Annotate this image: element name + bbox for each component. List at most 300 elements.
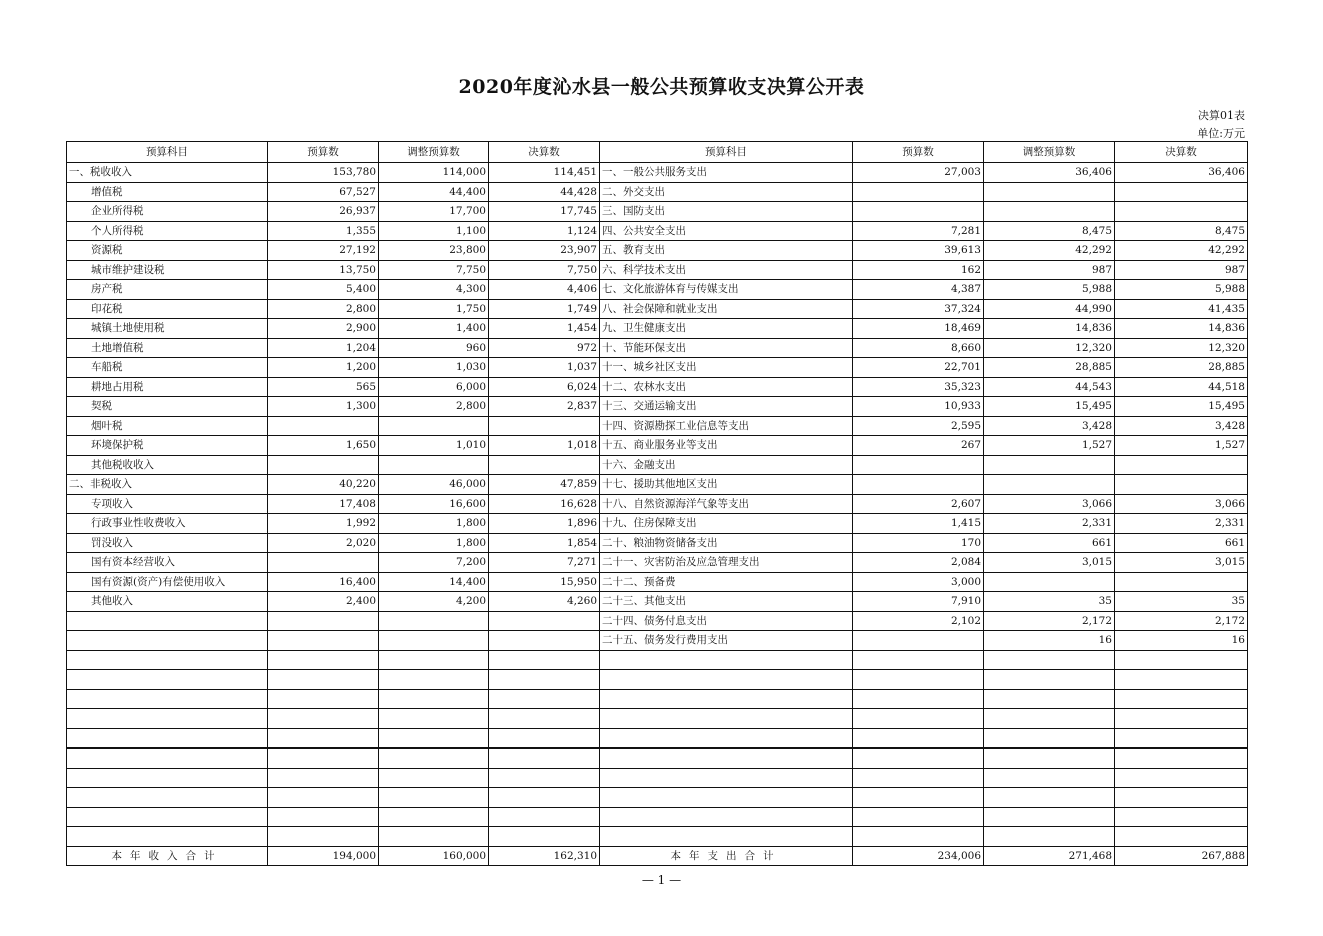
expense-budget-cell: [853, 827, 984, 847]
revenue-adjusted-cell: [379, 611, 489, 631]
expense-adjusted-cell: [984, 670, 1115, 690]
table-row: [67, 728, 1248, 748]
revenue-adjusted-cell: 4,300: [379, 280, 489, 300]
expense-final-cell: 14,836: [1115, 319, 1248, 339]
expense-adjusted-cell: [984, 650, 1115, 670]
table-row: [67, 533, 1248, 553]
expense-budget-cell: 4,387: [853, 280, 984, 300]
expense-item-cell: [600, 670, 853, 690]
expense-item-cell: 二十、粮油物资储备支出: [600, 533, 853, 553]
revenue-budget-cell: [268, 416, 379, 436]
expense-item-cell: 十七、援助其他地区支出: [600, 475, 853, 495]
expense-total-label: 本年支出合计: [600, 846, 853, 866]
expense-budget-cell: 3,000: [853, 572, 984, 592]
revenue-adjusted-cell: 1,800: [379, 514, 489, 534]
expense-adjusted-cell: 44,990: [984, 299, 1115, 319]
revenue-budget-cell: 16,400: [268, 572, 379, 592]
page-title: 2020年度沁水县一般公共预算收支决算公开表: [458, 76, 865, 98]
revenue-item-cell: [67, 827, 268, 847]
unit-label: 单位:万元: [1197, 127, 1245, 140]
revenue-final-cell: [489, 455, 600, 475]
revenue-final-cell: 1,854: [489, 533, 600, 553]
revenue-item-cell: [67, 788, 268, 808]
expense-budget-cell: [853, 182, 984, 202]
table-row: [67, 631, 1248, 651]
revenue-total-final: 162,310: [489, 846, 600, 866]
revenue-item-cell: 印花税: [67, 299, 268, 319]
table-row: [67, 748, 1248, 768]
revenue-adjusted-cell: 1,030: [379, 358, 489, 378]
expense-adjusted-cell: [984, 728, 1115, 748]
revenue-final-cell: [489, 611, 600, 631]
table-row: [67, 592, 1248, 612]
expense-budget-cell: 2,595: [853, 416, 984, 436]
revenue-budget-cell: 5,400: [268, 280, 379, 300]
expense-budget-cell: [853, 728, 984, 748]
expense-budget-cell: 39,613: [853, 241, 984, 261]
revenue-item-cell: 一、税收收入: [67, 163, 268, 183]
expense-final-cell: 2,172: [1115, 611, 1248, 631]
revenue-final-cell: [489, 631, 600, 651]
revenue-adjusted-cell: 23,800: [379, 241, 489, 261]
revenue-final-cell: 1,749: [489, 299, 600, 319]
revenue-item-cell: [67, 670, 268, 690]
expense-item-cell: 二十一、灾害防治及应急管理支出: [600, 553, 853, 573]
revenue-final-cell: 15,950: [489, 572, 600, 592]
revenue-item-cell: [67, 807, 268, 827]
expense-budget-cell: [853, 788, 984, 808]
revenue-final-cell: 1,454: [489, 319, 600, 339]
revenue-adjusted-cell: 17,700: [379, 202, 489, 222]
col-header-expense-final: 决算数: [1115, 142, 1248, 163]
revenue-adjusted-cell: 114,000: [379, 163, 489, 183]
expense-final-cell: 35: [1115, 592, 1248, 612]
expense-adjusted-cell: 3,066: [984, 494, 1115, 514]
table-row: [67, 377, 1248, 397]
table-row: [67, 514, 1248, 534]
revenue-item-cell: [67, 631, 268, 651]
expense-adjusted-cell: [984, 455, 1115, 475]
expense-final-cell: [1115, 768, 1248, 788]
revenue-adjusted-cell: [379, 650, 489, 670]
expense-final-cell: [1115, 788, 1248, 808]
revenue-item-cell: 城镇土地使用税: [67, 319, 268, 339]
table-row: [67, 416, 1248, 436]
expense-adjusted-cell: 661: [984, 533, 1115, 553]
revenue-final-cell: [489, 709, 600, 729]
expense-adjusted-cell: [984, 768, 1115, 788]
expense-final-cell: 3,015: [1115, 553, 1248, 573]
revenue-budget-cell: 2,900: [268, 319, 379, 339]
revenue-adjusted-cell: 1,750: [379, 299, 489, 319]
expense-budget-cell: 10,933: [853, 397, 984, 417]
revenue-budget-cell: 1,204: [268, 338, 379, 358]
revenue-item-cell: 行政事业性收费收入: [67, 514, 268, 534]
expense-final-cell: 2,331: [1115, 514, 1248, 534]
revenue-budget-cell: 17,408: [268, 494, 379, 514]
expense-final-cell: [1115, 728, 1248, 748]
expense-final-cell: 661: [1115, 533, 1248, 553]
table-row: [67, 455, 1248, 475]
revenue-budget-cell: [268, 748, 379, 768]
expense-adjusted-cell: 36,406: [984, 163, 1115, 183]
revenue-item-cell: 罚没收入: [67, 533, 268, 553]
revenue-adjusted-cell: 1,100: [379, 221, 489, 241]
expense-budget-cell: 35,323: [853, 377, 984, 397]
revenue-item-cell: 其他收入: [67, 592, 268, 612]
expense-budget-cell: 8,660: [853, 338, 984, 358]
revenue-budget-cell: [268, 709, 379, 729]
expense-item-cell: 二十四、债务付息支出: [600, 611, 853, 631]
revenue-adjusted-cell: [379, 807, 489, 827]
expense-total-budget: 234,006: [853, 846, 984, 866]
revenue-budget-cell: [268, 728, 379, 748]
revenue-adjusted-cell: [379, 631, 489, 651]
expense-budget-cell: [853, 689, 984, 709]
expense-item-cell: 七、文化旅游体育与传媒支出: [600, 280, 853, 300]
expense-budget-cell: [853, 807, 984, 827]
form-code: 决算01表: [1198, 109, 1245, 122]
revenue-item-cell: [67, 650, 268, 670]
revenue-adjusted-cell: 7,750: [379, 260, 489, 280]
revenue-adjusted-cell: 16,600: [379, 494, 489, 514]
expense-budget-cell: [853, 768, 984, 788]
expense-adjusted-cell: 35: [984, 592, 1115, 612]
table-body: [67, 163, 1248, 847]
col-header-expense-budget: 预算数: [853, 142, 984, 163]
revenue-final-cell: [489, 728, 600, 748]
revenue-final-cell: 1,037: [489, 358, 600, 378]
revenue-budget-cell: [268, 807, 379, 827]
expense-item-cell: [600, 788, 853, 808]
expense-adjusted-cell: 2,331: [984, 514, 1115, 534]
revenue-item-cell: 专项收入: [67, 494, 268, 514]
expense-adjusted-cell: 14,836: [984, 319, 1115, 339]
revenue-item-cell: 资源税: [67, 241, 268, 261]
table-row: [67, 611, 1248, 631]
table-row: [67, 221, 1248, 241]
expense-final-cell: [1115, 475, 1248, 495]
revenue-adjusted-cell: [379, 768, 489, 788]
revenue-final-cell: 23,907: [489, 241, 600, 261]
revenue-final-cell: 4,406: [489, 280, 600, 300]
revenue-final-cell: [489, 768, 600, 788]
expense-total-final: 267,888: [1115, 846, 1248, 866]
revenue-budget-cell: [268, 650, 379, 670]
revenue-final-cell: [489, 689, 600, 709]
table-row: [67, 709, 1248, 729]
expense-final-cell: 41,435: [1115, 299, 1248, 319]
expense-final-cell: 36,406: [1115, 163, 1248, 183]
revenue-final-cell: 47,859: [489, 475, 600, 495]
expense-final-cell: 5,988: [1115, 280, 1248, 300]
expense-budget-cell: [853, 709, 984, 729]
expense-adjusted-cell: [984, 202, 1115, 222]
revenue-final-cell: 7,750: [489, 260, 600, 280]
expense-final-cell: [1115, 670, 1248, 690]
table-row: [67, 436, 1248, 456]
revenue-adjusted-cell: 1,800: [379, 533, 489, 553]
revenue-total-adjusted: 160,000: [379, 846, 489, 866]
expense-budget-cell: [853, 748, 984, 768]
revenue-budget-cell: [268, 553, 379, 573]
expense-item-cell: 十三、交通运输支出: [600, 397, 853, 417]
revenue-final-cell: 4,260: [489, 592, 600, 612]
expense-adjusted-cell: 5,988: [984, 280, 1115, 300]
totals-row: [67, 846, 1248, 866]
expense-final-cell: 42,292: [1115, 241, 1248, 261]
revenue-final-cell: [489, 650, 600, 670]
revenue-budget-cell: 1,355: [268, 221, 379, 241]
expense-final-cell: 44,518: [1115, 377, 1248, 397]
revenue-budget-cell: [268, 631, 379, 651]
expense-budget-cell: 2,102: [853, 611, 984, 631]
revenue-final-cell: 1,124: [489, 221, 600, 241]
table-row: [67, 827, 1248, 847]
revenue-item-cell: [67, 768, 268, 788]
revenue-budget-cell: 67,527: [268, 182, 379, 202]
revenue-budget-cell: [268, 670, 379, 690]
revenue-item-cell: 个人所得税: [67, 221, 268, 241]
table-row: [67, 299, 1248, 319]
expense-final-cell: 1,527: [1115, 436, 1248, 456]
revenue-adjusted-cell: [379, 455, 489, 475]
expense-item-cell: 十一、城乡社区支出: [600, 358, 853, 378]
expense-item-cell: [600, 748, 853, 768]
table-row: [67, 689, 1248, 709]
expense-final-cell: [1115, 182, 1248, 202]
expense-budget-cell: 7,281: [853, 221, 984, 241]
expense-final-cell: [1115, 748, 1248, 768]
expense-adjusted-cell: [984, 807, 1115, 827]
revenue-final-cell: [489, 748, 600, 768]
expense-final-cell: [1115, 650, 1248, 670]
table-row: [67, 553, 1248, 573]
expense-budget-cell: 162: [853, 260, 984, 280]
expense-adjusted-cell: [984, 475, 1115, 495]
revenue-final-cell: [489, 788, 600, 808]
revenue-budget-cell: 1,200: [268, 358, 379, 378]
expense-adjusted-cell: [984, 709, 1115, 729]
revenue-item-cell: 企业所得税: [67, 202, 268, 222]
table-row: [67, 475, 1248, 495]
revenue-adjusted-cell: 46,000: [379, 475, 489, 495]
expense-final-cell: [1115, 572, 1248, 592]
revenue-final-cell: 972: [489, 338, 600, 358]
expense-adjusted-cell: [984, 689, 1115, 709]
expense-item-cell: 六、科学技术支出: [600, 260, 853, 280]
expense-item-cell: 十、节能环保支出: [600, 338, 853, 358]
col-header-revenue-adjusted: 调整预算数: [379, 142, 489, 163]
revenue-final-cell: 44,428: [489, 182, 600, 202]
revenue-budget-cell: 26,937: [268, 202, 379, 222]
expense-budget-cell: [853, 650, 984, 670]
expense-item-cell: 十五、商业服务业等支出: [600, 436, 853, 456]
revenue-budget-cell: 40,220: [268, 475, 379, 495]
expense-budget-cell: 2,607: [853, 494, 984, 514]
expense-final-cell: [1115, 807, 1248, 827]
revenue-final-cell: 1,018: [489, 436, 600, 456]
col-header-revenue-budget: 预算数: [268, 142, 379, 163]
revenue-adjusted-cell: 1,010: [379, 436, 489, 456]
revenue-adjusted-cell: 44,400: [379, 182, 489, 202]
expense-budget-cell: 22,701: [853, 358, 984, 378]
revenue-budget-cell: 1,300: [268, 397, 379, 417]
table-header-row: [67, 142, 1248, 163]
expense-budget-cell: [853, 631, 984, 651]
expense-adjusted-cell: 44,543: [984, 377, 1115, 397]
revenue-adjusted-cell: 2,800: [379, 397, 489, 417]
revenue-budget-cell: 565: [268, 377, 379, 397]
expense-budget-cell: [853, 202, 984, 222]
table-row: [67, 163, 1248, 183]
expense-item-cell: 二十二、预备费: [600, 572, 853, 592]
revenue-budget-cell: 2,020: [268, 533, 379, 553]
expense-item-cell: 五、教育支出: [600, 241, 853, 261]
col-header-expense-item: 预算科目: [600, 142, 853, 163]
table-row: [67, 768, 1248, 788]
expense-final-cell: [1115, 709, 1248, 729]
revenue-final-cell: 114,451: [489, 163, 600, 183]
revenue-budget-cell: 1,992: [268, 514, 379, 534]
expense-final-cell: 987: [1115, 260, 1248, 280]
revenue-item-cell: [67, 709, 268, 729]
expense-adjusted-cell: 15,495: [984, 397, 1115, 417]
revenue-budget-cell: 1,650: [268, 436, 379, 456]
table-row: [67, 202, 1248, 222]
expense-budget-cell: 37,324: [853, 299, 984, 319]
expense-adjusted-cell: [984, 748, 1115, 768]
revenue-budget-cell: 153,780: [268, 163, 379, 183]
revenue-item-cell: 二、非税收入: [67, 475, 268, 495]
revenue-adjusted-cell: [379, 748, 489, 768]
expense-budget-cell: 27,003: [853, 163, 984, 183]
expense-adjusted-cell: 3,428: [984, 416, 1115, 436]
revenue-item-cell: 契税: [67, 397, 268, 417]
col-header-revenue-final: 决算数: [489, 142, 600, 163]
expense-item-cell: 八、社会保障和就业支出: [600, 299, 853, 319]
revenue-item-cell: 耕地占用税: [67, 377, 268, 397]
expense-final-cell: [1115, 827, 1248, 847]
expense-adjusted-cell: [984, 572, 1115, 592]
revenue-item-cell: 烟叶税: [67, 416, 268, 436]
revenue-final-cell: 1,896: [489, 514, 600, 534]
expense-item-cell: [600, 709, 853, 729]
col-header-expense-adjusted: 调整预算数: [984, 142, 1115, 163]
revenue-item-cell: [67, 748, 268, 768]
expense-adjusted-cell: 8,475: [984, 221, 1115, 241]
expense-final-cell: 3,066: [1115, 494, 1248, 514]
expense-item-cell: [600, 768, 853, 788]
expense-budget-cell: 7,910: [853, 592, 984, 612]
expense-item-cell: 十四、资源勘探工业信息等支出: [600, 416, 853, 436]
revenue-adjusted-cell: 14,400: [379, 572, 489, 592]
expense-budget-cell: [853, 475, 984, 495]
revenue-item-cell: 增值税: [67, 182, 268, 202]
expense-item-cell: [600, 650, 853, 670]
expense-budget-cell: [853, 670, 984, 690]
expense-final-cell: 12,320: [1115, 338, 1248, 358]
expense-item-cell: [600, 807, 853, 827]
revenue-adjusted-cell: [379, 689, 489, 709]
revenue-final-cell: 16,628: [489, 494, 600, 514]
expense-item-cell: 十六、金融支出: [600, 455, 853, 475]
revenue-item-cell: 国有资源(资产)有偿使用收入: [67, 572, 268, 592]
expense-adjusted-cell: [984, 182, 1115, 202]
revenue-total-label: 本年收入合计: [67, 846, 268, 866]
col-header-revenue-item: 预算科目: [67, 142, 268, 163]
revenue-final-cell: 17,745: [489, 202, 600, 222]
table-row: [67, 182, 1248, 202]
table-row: [67, 260, 1248, 280]
expense-budget-cell: 170: [853, 533, 984, 553]
page-number: — 1 —: [641, 873, 682, 887]
expense-adjusted-cell: 1,527: [984, 436, 1115, 456]
expense-budget-cell: 267: [853, 436, 984, 456]
revenue-final-cell: [489, 670, 600, 690]
expense-item-cell: 九、卫生健康支出: [600, 319, 853, 339]
revenue-item-cell: 土地增值税: [67, 338, 268, 358]
revenue-adjusted-cell: 6,000: [379, 377, 489, 397]
revenue-final-cell: 2,837: [489, 397, 600, 417]
expense-item-cell: [600, 728, 853, 748]
expense-adjusted-cell: [984, 827, 1115, 847]
expense-item-cell: 三、国防支出: [600, 202, 853, 222]
revenue-budget-cell: [268, 455, 379, 475]
expense-adjusted-cell: [984, 788, 1115, 808]
revenue-budget-cell: 13,750: [268, 260, 379, 280]
expense-item-cell: [600, 689, 853, 709]
revenue-final-cell: [489, 827, 600, 847]
revenue-item-cell: [67, 728, 268, 748]
expense-adjusted-cell: 12,320: [984, 338, 1115, 358]
revenue-adjusted-cell: 1,400: [379, 319, 489, 339]
table-row: [67, 807, 1248, 827]
revenue-budget-cell: [268, 827, 379, 847]
expense-item-cell: 十二、农林水支出: [600, 377, 853, 397]
revenue-budget-cell: 2,400: [268, 592, 379, 612]
expense-budget-cell: 18,469: [853, 319, 984, 339]
revenue-item-cell: [67, 611, 268, 631]
revenue-total-budget: 194,000: [268, 846, 379, 866]
expense-final-cell: 8,475: [1115, 221, 1248, 241]
revenue-budget-cell: [268, 611, 379, 631]
expense-budget-cell: 2,084: [853, 553, 984, 573]
table-row: [67, 241, 1248, 261]
expense-budget-cell: [853, 455, 984, 475]
expense-item-cell: 四、公共安全支出: [600, 221, 853, 241]
expense-adjusted-cell: 28,885: [984, 358, 1115, 378]
revenue-budget-cell: [268, 768, 379, 788]
expense-total-adjusted: 271,468: [984, 846, 1115, 866]
revenue-adjusted-cell: [379, 827, 489, 847]
expense-item-cell: 二十五、债务发行费用支出: [600, 631, 853, 651]
expense-adjusted-cell: 3,015: [984, 553, 1115, 573]
revenue-budget-cell: 2,800: [268, 299, 379, 319]
revenue-adjusted-cell: 960: [379, 338, 489, 358]
expense-adjusted-cell: 42,292: [984, 241, 1115, 261]
expense-item-cell: 一、一般公共服务支出: [600, 163, 853, 183]
revenue-item-cell: [67, 689, 268, 709]
expense-final-cell: [1115, 689, 1248, 709]
revenue-adjusted-cell: [379, 709, 489, 729]
expense-final-cell: 16: [1115, 631, 1248, 651]
expense-final-cell: [1115, 202, 1248, 222]
expense-item-cell: 二十三、其他支出: [600, 592, 853, 612]
expense-final-cell: 3,428: [1115, 416, 1248, 436]
expense-adjusted-cell: 987: [984, 260, 1115, 280]
revenue-budget-cell: [268, 689, 379, 709]
